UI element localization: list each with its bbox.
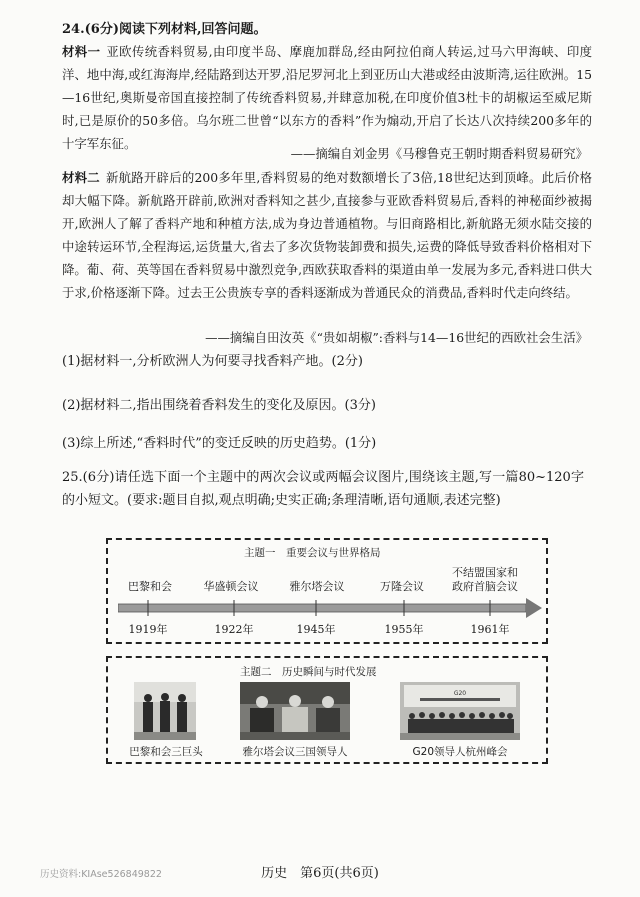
material-1-label: 材料一 (62, 44, 101, 59)
g20-banner-text: G20 (453, 690, 467, 697)
sub-question-3: (3)综上所述,“香料时代”的变迁反映的历史趋势。(1分) (62, 436, 377, 451)
material-2-text: 新航路开辟后的200多年里,香料贸易的绝对数额增长了3倍,18世纪达到顶峰。此后价格却大幅下降。新航路开辟前,欧洲对香料知之甚少,直接参与亚欧香料贸易后,香料的神秘面纱被揭开,欧洲人了解了香料产地和种植方法,成为身边普通植物。与旧商路相比,新航路无须水陆交接的中途转运环节,全程海运,运货量大,省去了多次货物装卸费和损失,运费的降低导致香料价格相对下降。葡、荷、英等国在香料贸易中激烈竞争,西欧获取香料的渠道由单一发展为多元,香料进口供大于求,价格逐渐下降。过去王公贵族专享的香料逐渐成为普通民众的消费品,香料时代走向终结。 (62, 170, 592, 300)
event-bandung-conference: 万隆会议 (380, 580, 424, 593)
material-1-text: 亚欧传统香料贸易,由印度半岛、摩鹿加群岛,经由阿拉伯商人转运,过马六甲海峡、印度洋、地中海,或红海海岸,经陆路到达开罗,沿尼罗河北上到亚历山大港或经由波斯湾,运往欧洲。15—16世纪,奥斯曼帝国直接控制了传统香料贸易,并肆意加税,在印度价值3杜卡的胡椒运至威尼斯时,已是原价的50多倍。乌尔班二世曾“以东方的香料”作为煽动,开启了长达八次持续200多年的十字军东征。 (62, 44, 592, 151)
year-1961: 1961年 (470, 623, 510, 636)
sub-question-1: (1)据材料一,分析欧洲人为何要寻找香料产地。(2分) (62, 354, 363, 369)
caption-paris-big-three: 巴黎和会三巨头 (129, 746, 203, 758)
page-footer: 历史 第6页(共6页) (261, 866, 379, 881)
question-24-heading: 24.(6分)阅读下列材料,回答问题。 (62, 22, 267, 37)
yalta-leaders-photo (240, 682, 350, 740)
theme-1-title: 主题一 重要会议与世界格局 (244, 547, 381, 559)
question-25: 25.(6分)请任选下面一个主题中的两次会议或两幅会议图片,围绕该主题,写一篇80~120字的小短文。(要求:题目自拟,观点明确;史实正确;条理清晰,语句通顺,表述完整) (62, 470, 584, 508)
timeline-arrow (118, 598, 544, 618)
year-1955: 1955年 (384, 623, 424, 636)
caption-g20-hangzhou: G20领导人杭州峰会 (412, 746, 508, 758)
year-1945: 1945年 (296, 623, 336, 636)
event-washington-conference: 华盛顿会议 (203, 580, 259, 593)
theme-2-title: 主题二 历史瞬间与时代发展 (240, 666, 377, 678)
material-1-source: ——摘编自刘金男《马穆鲁克王朝时期香料贸易研究》 (290, 146, 588, 161)
event-yalta-conference: 雅尔塔会议 (289, 580, 345, 593)
watermark-text: 历史资料:KIAse526849822 (40, 869, 162, 880)
event-non-aligned-summit: 不结盟国家和 政府首脑会议 (452, 566, 518, 593)
year-1922: 1922年 (214, 623, 254, 636)
material-1 (62, 40, 592, 155)
year-1919: 1919年 (128, 623, 168, 636)
material-2-source: ——摘编自田汝英《“贵如胡椒”:香料与14—16世纪的西欧社会生活》 (205, 330, 588, 345)
g20-hangzhou-photo (400, 682, 520, 740)
material-2-label: 材料二 (62, 170, 100, 185)
paris-big-three-photo (134, 682, 196, 740)
sub-question-2: (2)据材料二,指出围绕着香料发生的变化及原因。(3分) (62, 398, 376, 413)
material-2 (62, 166, 592, 304)
event-paris-conference: 巴黎和会 (128, 580, 172, 593)
caption-yalta-leaders: 雅尔塔会议三国领导人 (242, 746, 348, 758)
